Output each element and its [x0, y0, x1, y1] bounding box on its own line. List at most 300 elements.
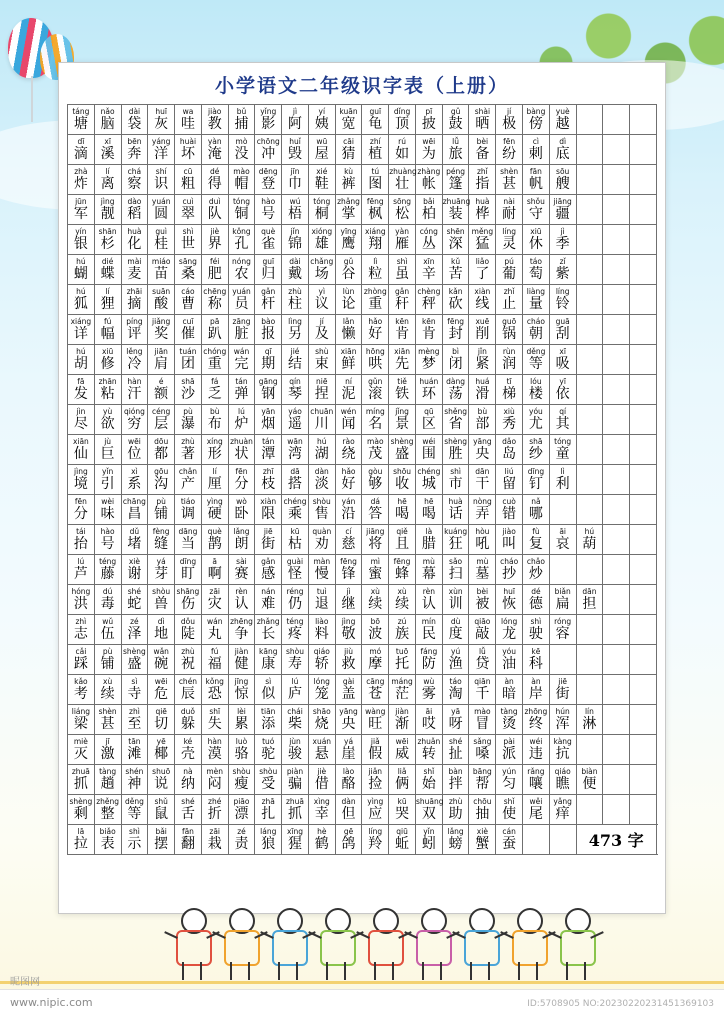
hanzi: 名 [368, 415, 383, 432]
character-cell [282, 315, 309, 345]
hanzi: 帆 [528, 175, 543, 192]
character-cell [335, 825, 362, 855]
pinyin: yún [502, 766, 517, 776]
character-cell [308, 825, 335, 855]
pinyin: shāo [312, 706, 331, 716]
character-cell [496, 765, 523, 795]
hanzi: 苗 [154, 265, 169, 282]
hanzi: 龙 [502, 625, 517, 642]
hanzi: 恢 [502, 595, 517, 612]
hanzi: 碗 [154, 655, 169, 672]
pinyin: nòng [472, 496, 492, 506]
character-cell [496, 165, 523, 195]
pinyin: gǎn [261, 556, 276, 566]
empty-cell [603, 615, 630, 645]
pinyin: nà [183, 766, 193, 776]
character-cell [523, 345, 550, 375]
character-cell [68, 465, 95, 495]
hanzi: 德 [528, 595, 543, 612]
hanzi: 争 [234, 625, 249, 642]
character-cell [496, 135, 523, 165]
character-cell [415, 825, 442, 855]
pinyin: lìng [288, 316, 302, 326]
hanzi: 脑 [100, 115, 115, 132]
character-cell [228, 795, 255, 825]
character-cell [201, 165, 228, 195]
hanzi: 摆 [154, 835, 169, 852]
character-cell [335, 555, 362, 585]
pinyin: zhàng [417, 166, 441, 176]
pinyin: fēn [235, 466, 248, 476]
pinyin: dàng [446, 376, 466, 386]
character-cell [549, 615, 576, 645]
empty-cell [630, 795, 657, 825]
character-cell [415, 135, 442, 165]
pinyin: qiū [396, 826, 408, 836]
hanzi: 丛 [421, 235, 436, 252]
hanzi: 痒 [555, 805, 570, 822]
hanzi: 结 [288, 355, 302, 372]
character-cell [389, 615, 416, 645]
hanzi: 街 [261, 535, 276, 552]
pinyin: cì [532, 136, 539, 146]
hanzi: 舌 [180, 805, 195, 822]
pinyin: zāng [232, 316, 251, 326]
character-cell [68, 405, 95, 435]
hanzi: 巨 [100, 445, 115, 462]
hanzi: 纱 [528, 445, 543, 462]
pinyin: yàn [395, 226, 409, 236]
character-cell [335, 705, 362, 735]
hanzi: 蝴 [73, 265, 88, 282]
pinyin: tiáo [180, 496, 196, 506]
pinyin: lín [584, 706, 594, 716]
pinyin: xiáng [364, 226, 386, 236]
pinyin: tiě [397, 376, 407, 386]
pinyin: tán [235, 376, 248, 386]
pinyin: zāi [209, 826, 221, 836]
hanzi: 柏 [421, 205, 436, 222]
character-cell [469, 465, 496, 495]
pinyin: jìng [341, 616, 356, 626]
pinyin: shèng [390, 436, 414, 446]
hanzi: 形 [207, 445, 222, 462]
character-cell [94, 615, 121, 645]
pinyin: wēi [127, 436, 141, 446]
empty-cell [576, 465, 603, 495]
character-cell [68, 765, 95, 795]
pinyin: liú [504, 466, 514, 476]
pinyin: pài [503, 736, 515, 746]
pinyin: huǐ [289, 136, 301, 146]
character-cell [549, 675, 576, 705]
pinyin: kēn [421, 316, 436, 326]
hanzi: 好 [368, 325, 383, 342]
hanzi: 号 [261, 205, 276, 222]
pinyin: hē [424, 496, 434, 506]
empty-cell [576, 165, 603, 195]
character-cell [175, 165, 202, 195]
character-cell [308, 645, 335, 675]
pinyin: sǎng [473, 736, 492, 746]
hanzi: 惊 [234, 685, 249, 702]
hanzi: 极 [502, 115, 517, 132]
hanzi: 曹 [180, 295, 195, 312]
pinyin: kǎo [74, 676, 88, 686]
character-cell [415, 165, 442, 195]
character-cell [282, 645, 309, 675]
character-cell [469, 285, 496, 315]
hanzi: 蜂 [395, 565, 410, 582]
pinyin: xiū [530, 226, 542, 236]
hanzi: 说 [154, 775, 169, 792]
empty-cell [603, 195, 630, 225]
hanzi: 袋 [127, 115, 142, 132]
hanzi: 粘 [100, 385, 115, 402]
pinyin: wèi [101, 496, 115, 506]
character-cell [255, 375, 282, 405]
hanzi: 世 [180, 235, 195, 252]
empty-cell [630, 495, 657, 525]
pinyin: bì [452, 346, 460, 356]
hanzi: 淋 [582, 715, 597, 732]
character-cell [576, 525, 603, 555]
pinyin: zhù [181, 436, 195, 446]
hanzi: 失 [207, 715, 222, 732]
hanzi: 至 [127, 715, 142, 732]
character-cell [549, 345, 576, 375]
hanzi: 论 [341, 295, 356, 312]
pinyin: chá [127, 166, 142, 176]
character-cell [496, 105, 523, 135]
character-cell [175, 495, 202, 525]
character-cell [523, 495, 550, 525]
hanzi: 且 [395, 535, 410, 552]
character-cell [201, 675, 228, 705]
hanzi: 梁 [73, 715, 88, 732]
character-cell [469, 645, 496, 675]
hanzi: 福 [207, 655, 222, 672]
hanzi: 环 [421, 385, 436, 402]
hanzi: 哪 [528, 505, 543, 522]
hanzi: 柴 [288, 715, 302, 732]
pinyin: chǎo [526, 556, 545, 566]
character-cell [523, 135, 550, 165]
character-cell [415, 255, 442, 285]
character-cell [175, 225, 202, 255]
character-cell [201, 135, 228, 165]
character-cell [201, 225, 228, 255]
hanzi: 重 [368, 295, 383, 312]
hanzi: 继 [341, 595, 356, 612]
pinyin: kuān [339, 106, 358, 116]
pinyin: dǎo [502, 436, 517, 446]
character-cell [282, 135, 309, 165]
hanzi: 双 [421, 805, 436, 822]
character-cell [469, 225, 496, 255]
character-cell [523, 465, 550, 495]
character-cell [282, 615, 309, 645]
hanzi: 欲 [100, 415, 115, 432]
empty-cell [603, 765, 630, 795]
pinyin: céng [152, 406, 171, 416]
character-cell [496, 735, 523, 765]
hanzi: 蟹 [475, 835, 490, 852]
pinyin: jiàn [234, 646, 249, 656]
pinyin: nóng [232, 256, 251, 266]
character-cell [121, 135, 148, 165]
hanzi: 圆 [154, 205, 169, 222]
pinyin: lěng [126, 346, 143, 356]
character-cell [549, 315, 576, 345]
hanzi: 捕 [234, 115, 249, 132]
hanzi: 著 [180, 445, 195, 462]
character-cell [94, 225, 121, 255]
hanzi: 便 [582, 775, 597, 792]
hanzi: 祝 [180, 655, 195, 672]
character-cell [175, 525, 202, 555]
pinyin: dōu [154, 436, 169, 446]
hanzi: 趴 [207, 325, 222, 342]
pinyin: měng [471, 226, 494, 236]
empty-cell [576, 285, 603, 315]
footer-bar [0, 989, 724, 1024]
character-cell [255, 165, 282, 195]
pinyin: lóng [313, 676, 330, 686]
pinyin: píng [126, 316, 143, 326]
hanzi: 麦 [127, 265, 142, 282]
character-cell [94, 495, 121, 525]
empty-cell [630, 405, 657, 435]
pinyin: yǐn [423, 826, 435, 836]
character-cell [255, 255, 282, 285]
character-cell [94, 135, 121, 165]
character-cell [415, 225, 442, 255]
hanzi: 吸 [555, 355, 570, 372]
character-cell [94, 555, 121, 585]
hanzi: 渔 [448, 655, 463, 672]
pinyin: réng [286, 586, 304, 596]
character-cell [308, 675, 335, 705]
character-cell [415, 555, 442, 585]
pinyin: xiù [503, 406, 515, 416]
hanzi: 当 [180, 535, 195, 552]
character-cell [335, 795, 362, 825]
hanzi: 削 [475, 325, 490, 342]
hanzi: 猛 [475, 235, 490, 252]
character-cell [228, 255, 255, 285]
character-cell [228, 555, 255, 585]
pinyin: luò [235, 736, 248, 746]
character-cell [255, 825, 282, 855]
hanzi: 冒 [475, 715, 490, 732]
hanzi: 售 [314, 505, 329, 522]
character-cell [282, 435, 309, 465]
pinyin: mó [369, 646, 382, 656]
pinyin: lǎng [233, 526, 250, 536]
pinyin: xīn [423, 256, 435, 266]
character-cell [335, 405, 362, 435]
character-cell [389, 255, 416, 285]
character-cell [335, 645, 362, 675]
hanzi: 猩 [288, 835, 302, 852]
hanzi: 椰 [154, 745, 169, 762]
character-cell [469, 435, 496, 465]
pinyin: gǔn [368, 376, 383, 386]
pinyin: jì [346, 586, 351, 596]
character-cell [94, 315, 121, 345]
hanzi: 艘 [555, 175, 570, 192]
hanzi: 错 [502, 505, 517, 522]
pinyin: tú [371, 166, 380, 176]
pinyin: téng [286, 616, 304, 626]
pinyin: yá [156, 556, 166, 566]
character-cell [255, 735, 282, 765]
character-cell [148, 375, 175, 405]
pinyin: jiē [558, 676, 568, 686]
character-cell [175, 135, 202, 165]
hanzi: 尤 [528, 415, 543, 432]
pinyin: xié [316, 166, 328, 176]
character-cell [308, 495, 335, 525]
character-cell [523, 165, 550, 195]
pinyin: máng [391, 676, 413, 686]
hanzi: 穷 [127, 415, 142, 432]
hanzi: 疆 [555, 205, 570, 222]
pinyin: cáo [181, 286, 195, 296]
hanzi: 影 [261, 115, 276, 132]
hanzi: 锅 [502, 325, 517, 342]
pinyin: dā [290, 466, 300, 476]
pinyin: dàn [341, 796, 356, 806]
pinyin: miáo [151, 256, 171, 266]
hanzi: 刮 [555, 325, 570, 342]
hanzi: 俩 [395, 775, 410, 792]
hanzi: 溪 [100, 145, 115, 162]
table-row [68, 345, 657, 375]
table-row [68, 705, 657, 735]
pinyin: jiǎng [152, 316, 171, 326]
character-cell [228, 285, 255, 315]
hanzi: 洪 [73, 595, 88, 612]
table-row [68, 105, 657, 135]
hanzi: 雄 [314, 235, 329, 252]
character-cell [228, 735, 255, 765]
hanzi: 堵 [127, 535, 142, 552]
character-cell [362, 555, 389, 585]
character-cell [121, 735, 148, 765]
hanzi: 束 [314, 355, 329, 372]
hanzi: 童 [555, 445, 570, 462]
character-cell [389, 495, 416, 525]
character-cell [469, 375, 496, 405]
character-cell [415, 405, 442, 435]
character-cell [228, 225, 255, 255]
pinyin: fú [211, 646, 219, 656]
hanzi: 如 [395, 145, 410, 162]
hanzi: 瘦 [234, 775, 249, 792]
character-cell [389, 405, 416, 435]
empty-cell [603, 705, 630, 735]
hanzi: 波 [368, 625, 383, 642]
character-cell [148, 495, 175, 525]
pinyin: féi [210, 256, 220, 266]
pinyin: tuó [262, 736, 275, 746]
hanzi: 披 [421, 115, 436, 132]
empty-cell [603, 285, 630, 315]
hanzi: 区 [421, 415, 436, 432]
pinyin: shōu [393, 466, 412, 476]
character-cell [496, 285, 523, 315]
character-cell [175, 585, 202, 615]
empty-cell [603, 645, 630, 675]
empty-cell [576, 375, 603, 405]
character-cell [94, 165, 121, 195]
character-cell [201, 345, 228, 375]
character-cell [148, 435, 175, 465]
hanzi: 盛 [395, 445, 410, 462]
hanzi: 刺 [528, 145, 543, 162]
pinyin: wēi [395, 736, 409, 746]
character-cell [523, 375, 550, 405]
pinyin: āi [425, 706, 433, 716]
character-cell [121, 195, 148, 225]
character-cell [68, 315, 95, 345]
pinyin: téng [99, 556, 117, 566]
character-cell [282, 405, 309, 435]
character-cell [549, 255, 576, 285]
character-cell [121, 705, 148, 735]
hanzi: 另 [288, 325, 302, 342]
character-cell [496, 345, 523, 375]
character-cell [308, 375, 335, 405]
pinyin: nǎo [100, 106, 115, 116]
empty-cell [603, 375, 630, 405]
hanzi: 味 [100, 505, 115, 522]
character-cell [121, 105, 148, 135]
hanzi: 紫 [555, 265, 570, 282]
hanzi: 荡 [448, 385, 463, 402]
character-cell [469, 495, 496, 525]
character-cell [255, 525, 282, 555]
character-cell [415, 705, 442, 735]
character-cell [68, 555, 95, 585]
character-cell [68, 225, 95, 255]
hanzi: 壮 [395, 175, 410, 192]
character-cell [228, 315, 255, 345]
character-cell [308, 615, 335, 645]
pinyin: zhuǎn [417, 736, 441, 746]
pinyin: shǔ [154, 796, 168, 806]
character-cell [282, 285, 309, 315]
pinyin: cháo [500, 556, 519, 566]
pinyin: róng [554, 616, 572, 626]
pinyin: xù [370, 586, 380, 596]
character-cell [201, 495, 228, 525]
pinyin: zhí [369, 136, 381, 146]
table-row [68, 135, 657, 165]
character-cell [362, 525, 389, 555]
pinyin: zé [130, 616, 139, 626]
hanzi: 休 [528, 235, 543, 252]
hanzi: 毁 [288, 145, 302, 162]
pinyin: gǔ [343, 256, 354, 266]
character-cell [148, 825, 175, 855]
empty-cell [603, 405, 630, 435]
character-cell [496, 255, 523, 285]
pinyin: chōu [473, 796, 492, 806]
pinyin: fēng [366, 196, 384, 206]
